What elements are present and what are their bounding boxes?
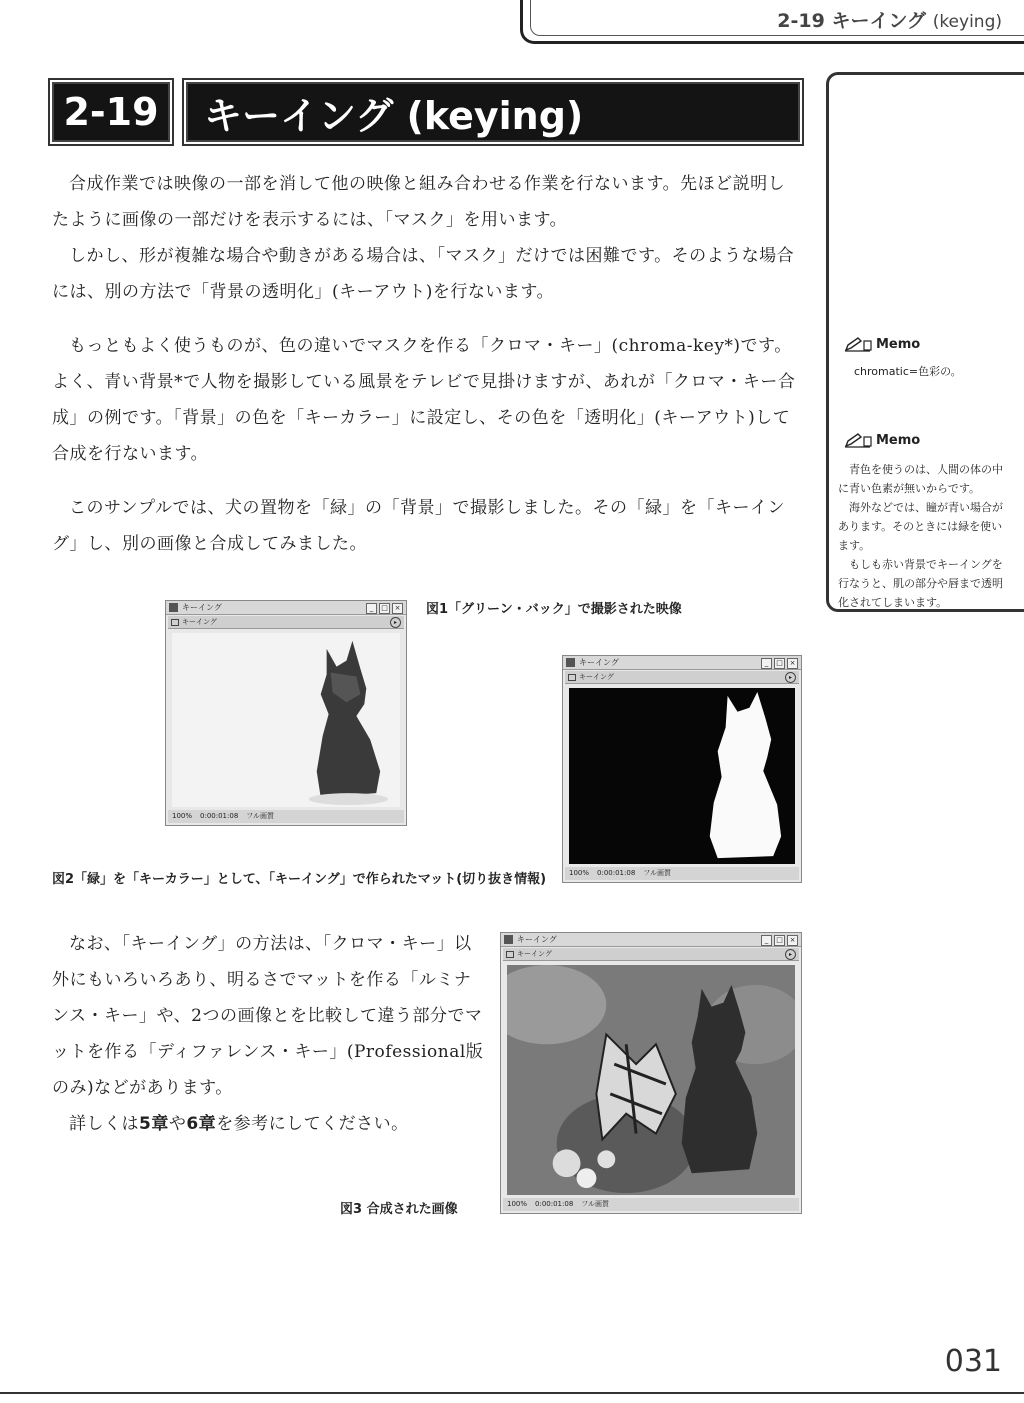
body-text: 詳しくは [69, 1114, 139, 1134]
composition-icon [506, 951, 514, 958]
window-status-bar [503, 1198, 799, 1211]
bottom-rule [0, 1392, 1024, 1394]
body-text: 合成作業では映像の一部を消して他の映像と組み合わせる作業を行ないます。先ほど説明したように画像の一部だけを表示するには、「マスク」を用います。 [52, 174, 786, 230]
tab-label: キーイング [182, 618, 217, 626]
window-titlebar [166, 601, 406, 615]
figure-2-caption: 図2「緑」を「キーカラー」として、「キーイング」で作られたマット(切り抜き情報) [52, 872, 547, 887]
maximize-button[interactable]: □ [379, 603, 390, 614]
app-icon [566, 658, 575, 667]
tab-label: キーイング [517, 950, 552, 958]
matte-image [569, 688, 795, 864]
memo-1-label: Memo [876, 336, 921, 352]
panel-menu-icon[interactable]: ▸ [785, 949, 796, 960]
app-icon [504, 935, 513, 944]
body-text: なお、「キーイング」の方法は、「クロマ・キー」以外にもいろいろあり、明るさでマットを作る「ルミナンス・キー」や、2つの画像とを比較して違う部分でマットを作る「ディファレンス・キー」(Professional版のみ)などがあります。 [52, 934, 484, 1098]
window-status-bar [565, 867, 799, 880]
memo-2-text [838, 460, 1006, 612]
running-head-title: キーイング [831, 10, 927, 32]
composition-tab[interactable] [168, 616, 404, 629]
memo-1-heading [844, 336, 920, 352]
zoom-level[interactable]: 100% [569, 869, 590, 877]
body-paragraph-2 [52, 328, 800, 472]
chapter-6-reference: 6章 [186, 1114, 217, 1134]
app-icon [169, 603, 178, 612]
body-text: もっともよく使うものが、色の違いでマスクを作る「クロマ・キー」(chroma-key*)です。よく、青い背景*で人物を撮影している風景をテレビで見掛けますが、あれが「クロマ・キー合成」の例です。「背景」の色を「キーカラー」に設定し、その色を「透明化」(キーアウト)して合成を行ないます。 [52, 336, 796, 464]
body-text: しかし、形が複雑な場合や動きがある場合は、「マスク」だけでは困難です。そのような場合には、別の方法で「背景の透明化」(キーアウト)を行ないます。 [52, 246, 795, 302]
memo-2-line: 青色を使うのは、人間の体の中に青い色素が無いからです。 [838, 463, 1003, 495]
composition-icon [171, 619, 179, 626]
memo-1-text [854, 362, 1022, 381]
chapter-5-reference: 5章 [139, 1114, 169, 1134]
memo-2-heading [844, 432, 920, 448]
pencil-memo-icon [844, 432, 874, 448]
zoom-level[interactable]: 100% [507, 1200, 528, 1208]
composition-tab[interactable] [565, 671, 799, 684]
dog-figurine-image [172, 633, 400, 807]
page-number: 031 [944, 1344, 1002, 1379]
close-button[interactable]: × [787, 658, 798, 669]
figure-1-viewer [172, 633, 400, 807]
running-head [777, 6, 1002, 33]
body-paragraph-3 [52, 490, 800, 562]
quality-select[interactable]: フル画質 [246, 812, 275, 820]
body-text: このサンプルでは、犬の置物を「緑」の「背景」で撮影しました。その「緑」を「キーイング」し、別の画像と合成してみました。 [52, 498, 785, 554]
body-text: を参考にしてください。 [216, 1114, 409, 1134]
timecode: 0:00:01:08 [597, 869, 636, 877]
section-title-text: キーイング (keying) [204, 93, 584, 138]
figure-2-window [562, 655, 802, 883]
section-title [186, 82, 800, 142]
panel-menu-icon[interactable]: ▸ [390, 617, 401, 628]
quality-select[interactable]: フル画質 [643, 869, 672, 877]
close-button[interactable]: × [392, 603, 403, 614]
maximize-button[interactable]: □ [774, 658, 785, 669]
memo-2-label: Memo [876, 432, 921, 448]
figure-3-viewer [507, 965, 795, 1195]
tab-label: キーイング [579, 673, 614, 681]
memo-2-line: もしも赤い背景でキーイングを行なうと、肌の部分や唇まで透明化されてしまいます。 [838, 558, 1003, 609]
timecode: 0:00:01:08 [535, 1200, 574, 1208]
section-number [52, 82, 170, 142]
composition-icon [568, 674, 576, 681]
figure-3-caption: 図3 合成された画像 [340, 1202, 458, 1217]
memo-1-line: chromatic=色彩の。 [854, 365, 962, 378]
panel-menu-icon[interactable]: ▸ [785, 672, 796, 683]
window-titlebar [563, 656, 801, 670]
composition-tab[interactable] [503, 948, 799, 961]
maximize-button[interactable]: □ [774, 935, 785, 946]
pencil-memo-icon [844, 336, 874, 352]
running-head-number: 2-19 [777, 10, 825, 32]
window-title: キーイング [517, 935, 557, 944]
figure-2-viewer [569, 688, 795, 864]
figure-3-window [500, 932, 802, 1214]
window-titlebar [501, 933, 801, 947]
memo-2-line: 海外などでは、瞳が青い場合があります。そのときには緑を使います。 [838, 501, 1003, 552]
timecode: 0:00:01:08 [200, 812, 239, 820]
quality-select[interactable]: フル画質 [581, 1200, 610, 1208]
minimize-button[interactable]: _ [761, 658, 772, 669]
running-head-title-en: (keying) [932, 12, 1002, 32]
body-text: や [168, 1114, 187, 1134]
body-text-chapters [52, 1106, 484, 1142]
figure-1-caption: 図1「グリーン・バック」で撮影された映像 [426, 602, 682, 617]
minimize-button[interactable]: _ [761, 935, 772, 946]
window-title: キーイング [182, 603, 222, 612]
body-paragraph-4 [52, 926, 484, 1142]
zoom-level[interactable]: 100% [172, 812, 193, 820]
window-status-bar [168, 810, 404, 823]
figure-1-window [165, 600, 407, 826]
section-number-text: 2-19 [63, 90, 159, 134]
composite-image [507, 965, 795, 1195]
close-button[interactable]: × [787, 935, 798, 946]
window-title: キーイング [579, 658, 619, 667]
minimize-button[interactable]: _ [366, 603, 377, 614]
body-paragraph-1 [52, 166, 800, 310]
